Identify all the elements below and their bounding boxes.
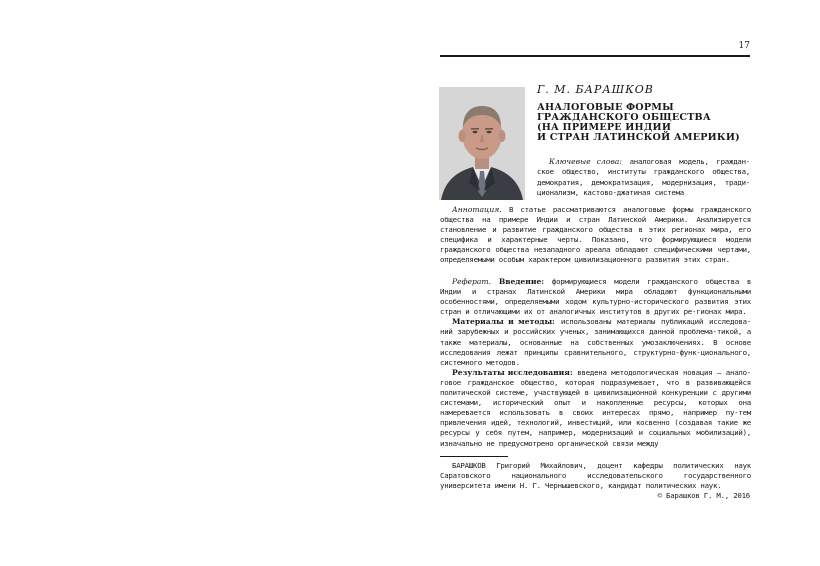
- title-line: И СТРАН ЛАТИНСКОЙ АМЕРИКИ): [537, 132, 740, 143]
- keywords-block: [537, 157, 750, 198]
- results-label: Результаты исследования:: [452, 367, 573, 377]
- intro-text: формирующиеся модели гражданского общества в Индии и странах Латинской Америки мира обладают функциональными особенностями, определяемыми ходом культурно-исторического развития этих стран и отличающими их от аналогичных институтов в других ре-гионах мира.: [440, 277, 752, 317]
- page-number: 17: [738, 41, 750, 51]
- title-line: ГРАЖДАНСКОГО ОБЩЕСТВА: [537, 112, 711, 123]
- results-text: введена методологическая новация — анало-говое гражданское общество, которая подразумевает, что в развивающейся политической системе, участвующей в цивилизационной конкуренции с другими системами, исторический опыт и накопленные ресурсы, которых она намеревается использовать в своих интересах прямо, например пу-тем привлечения идей, технологий, инвестиций, или косвенно (создавая такие же ресурсы у себя путем, например, модернизаций и социальных мобилизаций), изначально не предусмотрено органической связи между: [440, 367, 751, 448]
- annotation-paragraph: [440, 205, 751, 266]
- header-rule: [440, 55, 750, 57]
- annotation-label: Аннотация.: [452, 205, 502, 214]
- abstract-methods-paragraph: [440, 317, 751, 367]
- methods-text: использованы материалы публикаций исследова-ний зарубежных и российских ученых, занимающихся данной проблема-тикой, а также материалы, основанные на собственных умозаключениях. В основе исследования лежат принципы сравнительного, структурно-функ-ционального, системного методов.: [440, 317, 751, 367]
- abstract-section: [440, 277, 751, 449]
- title-line: (НА ПРИМЕРЕ ИНДИИ: [537, 122, 672, 133]
- keywords-label: Ключевые слова:: [549, 157, 622, 166]
- article-title: [537, 103, 752, 143]
- abstract-label: Реферат.: [452, 277, 492, 286]
- keywords-text: аналоговая модель, граждан-ское общество, институты гражданского общества, демократия, демократизация, модернизация, тради-ционализм, кастово-джатиная система: [537, 157, 751, 197]
- author-footnote: БАРАШКОВ Григорий Михайлович, доцент кафедры политических наук Саратовского национального исследовательского государственного университета имени Н. Г. Чернышевского, кандидат политических наук.: [440, 461, 751, 491]
- author-name: Г. М. БАРАШКОВ: [537, 83, 654, 96]
- abstract-results-paragraph: [440, 368, 751, 449]
- intro-label: Введение:: [498, 277, 545, 286]
- author-photo: [439, 87, 525, 200]
- footnote-rule: [440, 456, 508, 457]
- methods-label: Материалы и методы:: [452, 317, 555, 327]
- author-portrait-image: [439, 87, 525, 200]
- copyright-line: © Барашков Г. М., 2016: [657, 491, 750, 500]
- annotation-text: В статье рассматриваются аналоговые формы гражданского общества на примере Индии и стран Латинской Америки. Анализируется становление и развитие гражданского общества в этих регионах мира, его специфика и характерные черты. Показано, что формирующиеся модели гражданского общества незападного ареала обладают специфическими чертами, определяемыми особым характером цивилизационного развития этих стран.: [440, 205, 752, 265]
- title-line: АНАЛОГОВЫЕ ФОРМЫ: [537, 102, 674, 113]
- abstract-intro-paragraph: [440, 277, 751, 317]
